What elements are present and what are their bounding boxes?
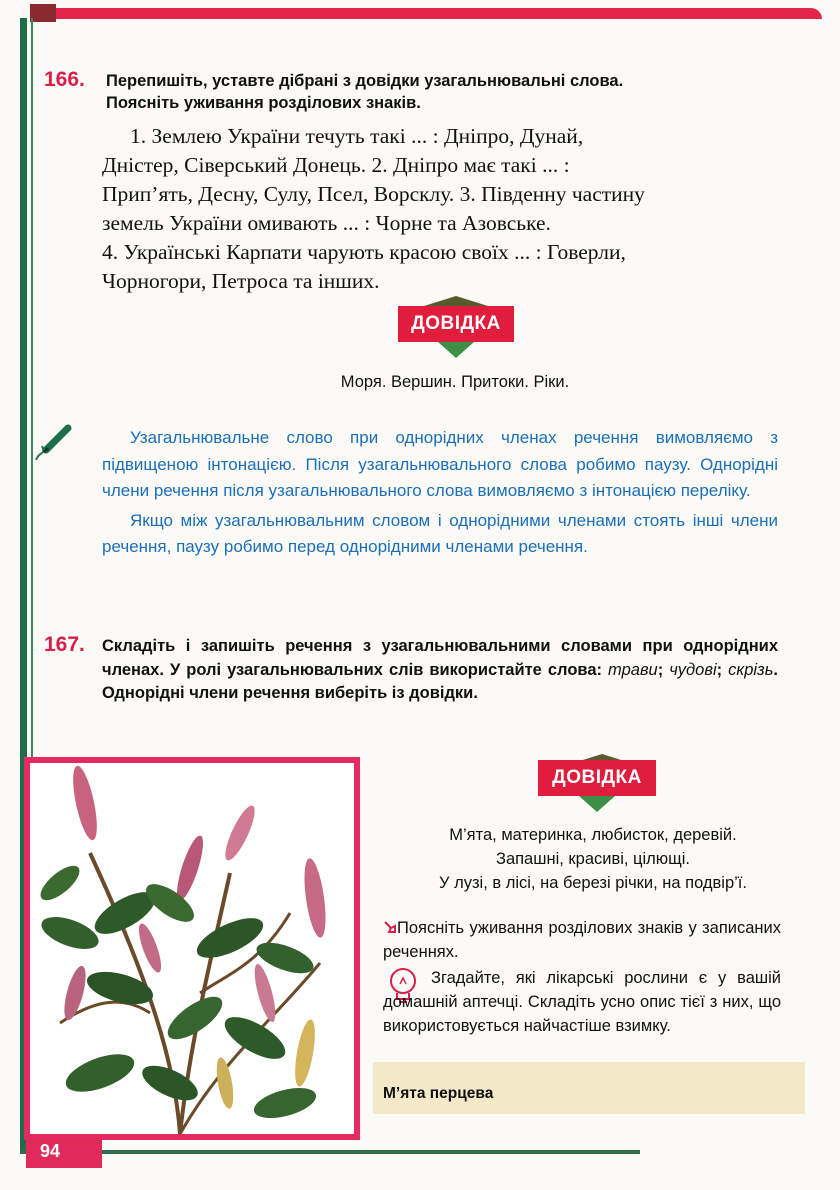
- exercise-167-number: 167.: [44, 633, 85, 656]
- text-line: 1. Землею України течуть такі ... : Дніпро, Дунай,: [130, 124, 584, 148]
- page-number: 94: [40, 1141, 61, 1161]
- text-line: земель України омивають ... : Чорне та Азовське.: [102, 211, 551, 235]
- exercise-166-number: 166.: [44, 68, 85, 91]
- separator: ;: [716, 660, 729, 679]
- rule-paragraph-1: Узагальнювальне слово при однорідних членах речення вимовляємо з підвищеною інтонацією. Після узагальнювального слова робимо паузу. Однорідні члени речення після узагальнювального слова вимовляємо з інтонацією переліку.: [102, 428, 778, 500]
- corner-mark: [30, 4, 56, 22]
- reference-label: ДОВІДКА: [538, 760, 656, 796]
- question-punctuation: Поясніть уживання розділових знаків у записаних реченнях.: [383, 919, 781, 961]
- reference-line: У лузі, в лісі, на березі річки, на подвір’ї.: [439, 874, 747, 892]
- photo-caption: М’ята перцева: [383, 1085, 494, 1102]
- reference-marker-top: [424, 296, 488, 306]
- mint-photo-frame: [24, 757, 360, 1140]
- task-text: . Однорідні члени речення виберіть із довідки.: [102, 660, 778, 702]
- rule-block: [102, 425, 778, 561]
- exercise-166-task-line2: Поясніть уживання розділових знаків.: [106, 94, 421, 112]
- task-text: Складіть і запишіть речення з узагальнювальними словами при однорідних членах. У ролі узагальнювальних слів використайте слова:: [102, 637, 778, 679]
- text-line: Чорногори, Петроса та інших.: [102, 269, 380, 293]
- text-line: 4. Українські Карпати чарують красою своїх ... : Говерли,: [102, 240, 626, 264]
- question-home-medicine: Згадайте, які лікарські рослини є у вашій домашній аптечці. Складіть усно опис тієї з них, що використовується найчастіше взимку.: [383, 969, 781, 1035]
- reference-label: ДОВІДКА: [398, 306, 514, 342]
- reference-list: [378, 823, 808, 895]
- exercise-166-task-line1: Перепишіть, уставте дібрані з довідки узагальнювальні слова.: [106, 72, 624, 90]
- text-line: Прип’ять, Десну, Сулу, Псел, Ворсклу. 3. Південну частину: [102, 182, 645, 206]
- text-line: Дністер, Сіверський Донець. 2. Дніпро має такі ... :: [102, 153, 570, 177]
- reference-words: Моря. Вершин. Притоки. Ріки.: [340, 373, 570, 391]
- word-example: скрізь: [728, 660, 774, 679]
- pen-icon: [32, 420, 82, 469]
- word-example: трави: [608, 660, 658, 679]
- bottom-border: [20, 1150, 640, 1154]
- page-number-box: [26, 1138, 102, 1168]
- separator: ;: [657, 660, 670, 679]
- reference-marker-bottom: [579, 796, 615, 812]
- word-example: чудові: [669, 660, 717, 679]
- exercise-166-task: [106, 70, 806, 114]
- reference-line: Запашні, красиві, цілющі.: [495, 850, 691, 868]
- rule-paragraph-2: Якщо між узагальнювальним словом і однорідними членами стоять інші члени речення, паузу робимо перед однорідними членами речення.: [102, 510, 778, 556]
- mint-plant-illustration: [30, 763, 354, 1134]
- reference-marker-bottom: [438, 342, 474, 358]
- exercise-166-text: [102, 122, 778, 296]
- exercise-167-task: [102, 635, 778, 706]
- reference-line: М’ята, материнка, любисток, деревій.: [449, 826, 737, 844]
- top-border: [32, 8, 822, 19]
